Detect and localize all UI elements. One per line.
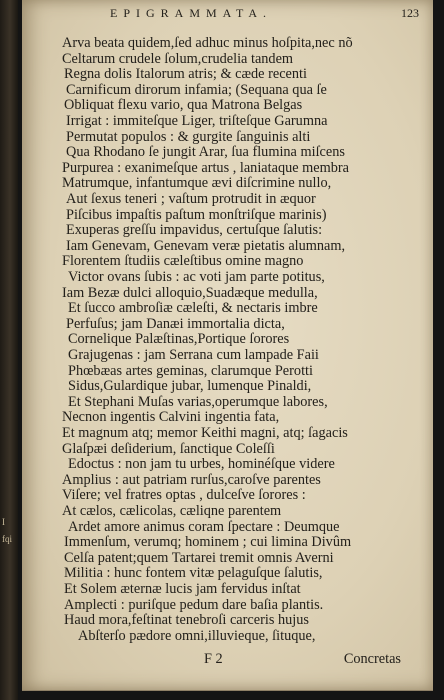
verse-line: Et Stephani Muſas varias,operumque labores,	[68, 393, 328, 410]
verse-line: Exuperas greſſu impavidus, certuſque ſalutis:	[66, 222, 323, 239]
previous-page-edge	[0, 0, 18, 700]
verse-line: Immenſum, verumq; hominem ; cui limina Divûm	[64, 534, 352, 551]
verse-line: Cornelique Palæſtinas,Portique ſorores	[68, 331, 290, 348]
verse-line: Piſcibus impaſtis paſtum monſtriſque marinis)	[66, 206, 327, 223]
verse-line: Phœbæas artes geminas, clarumque Perotti	[68, 362, 313, 379]
verse-line: Militia : hunc fontem vitæ pelaguſque ſalutis,	[64, 565, 323, 582]
verse-line: Edoctus : non jam tu urbes, hominéſque videre	[68, 456, 335, 473]
verse-line: Purpurea : exanimeſque artus , laniataque membra	[62, 159, 350, 176]
verse-line: Et ſucco ambroſiæ cæleſti, & nectaris imbre	[68, 300, 318, 317]
catchword: Concretas	[343, 651, 401, 667]
verse-line: Necnon ingentis Calvini ingentia fata,	[62, 409, 280, 426]
verse-line: Ardet amore animus coram ſpectare : Deumque	[68, 518, 340, 535]
verse-line: Iam Genevam, Genevam veræ pietatis alumnam,	[66, 237, 346, 254]
verse-line: Haud mora,feſtinat tenebroſi carceris hujus	[64, 612, 309, 629]
previous-page-fragment: I	[2, 517, 5, 527]
verse-line: Victor ovans ſubis : ac voti jam parte potitus,	[68, 269, 325, 285]
verse-line: Amplecti : puriſque pedum dare baſia plantis.	[64, 596, 324, 613]
verse-line: Carnificum dirorum infamia; (Sequana qua ſe	[66, 81, 327, 98]
verse-line: Iam Bezæ dulci alloquio,Suadæque medulla,	[62, 284, 318, 301]
verse-line: Sidus,Gulardique jubar, lumenque Pinaldi,	[68, 378, 312, 395]
verse-line: Irrigat : immiteſque Liger, triſteſque Garumna	[66, 113, 328, 129]
verse-line: Grajugenas : jam Serrana cum lampade Faii	[68, 347, 319, 363]
verse-line: Abſterſo pædore omni,illuvieque, ſituque,	[78, 627, 316, 644]
verse-line: Matrumque, infantumque ævi diſcrimine nullo,	[62, 175, 332, 192]
verse-line: Viſere; vel fratres optas , dulceſve ſorores :	[62, 487, 306, 504]
verse-line: Amplius : aut patriam rurſus,caroſve parentes	[62, 471, 321, 488]
verse-line: Celſa patent;quem Tartarei tremit omnis Averni	[64, 549, 334, 566]
verse-line: Permutat populos : & gurgite ſanguinis alti	[66, 128, 311, 145]
signature-mark: F 2	[204, 651, 223, 667]
verse-line: At cælos, cælicolas, cæliqne parentem	[62, 503, 282, 519]
verse-line: Perfuſus; jam Danæi immortalia dicta,	[66, 315, 285, 332]
verse-line: Florentem ſtudiis cæleſtibus omine magno	[62, 253, 304, 270]
verse-line: Arva beata quidem,ſed adhuc minus hoſpita,nec nõ	[62, 35, 353, 51]
book-page	[22, 0, 433, 691]
verse-line: Et Solem æternæ lucis jam fervidus inſtat	[64, 581, 301, 597]
verse-line: Glaſpæi deſiderium, ſanctique Coleſſi	[62, 440, 275, 457]
previous-page-fragment: fqi	[2, 534, 12, 544]
verse-line: Aut ſexus teneri ; vaſtum protrudit in æquor	[66, 191, 316, 207]
verse-line: Qua Rhodano ſe jungit Arar, ſua flumina miſcens	[66, 144, 345, 161]
running-head: EPIGRAMMATA.	[110, 6, 273, 20]
verse-line: Obliquat flexu vario, qua Matrona Belgas	[64, 97, 303, 114]
page-number: 123	[401, 6, 419, 20]
verse-line: Regna dolis Italorum atris; & cæde recenti	[64, 66, 307, 83]
page-text	[22, 0, 433, 690]
verse-line: Et magnum atq; memor Keithi magni, atq; ſagacis	[62, 425, 348, 441]
verse-line: Celtarum crudele ſolum,crudelia tandem	[62, 50, 294, 67]
